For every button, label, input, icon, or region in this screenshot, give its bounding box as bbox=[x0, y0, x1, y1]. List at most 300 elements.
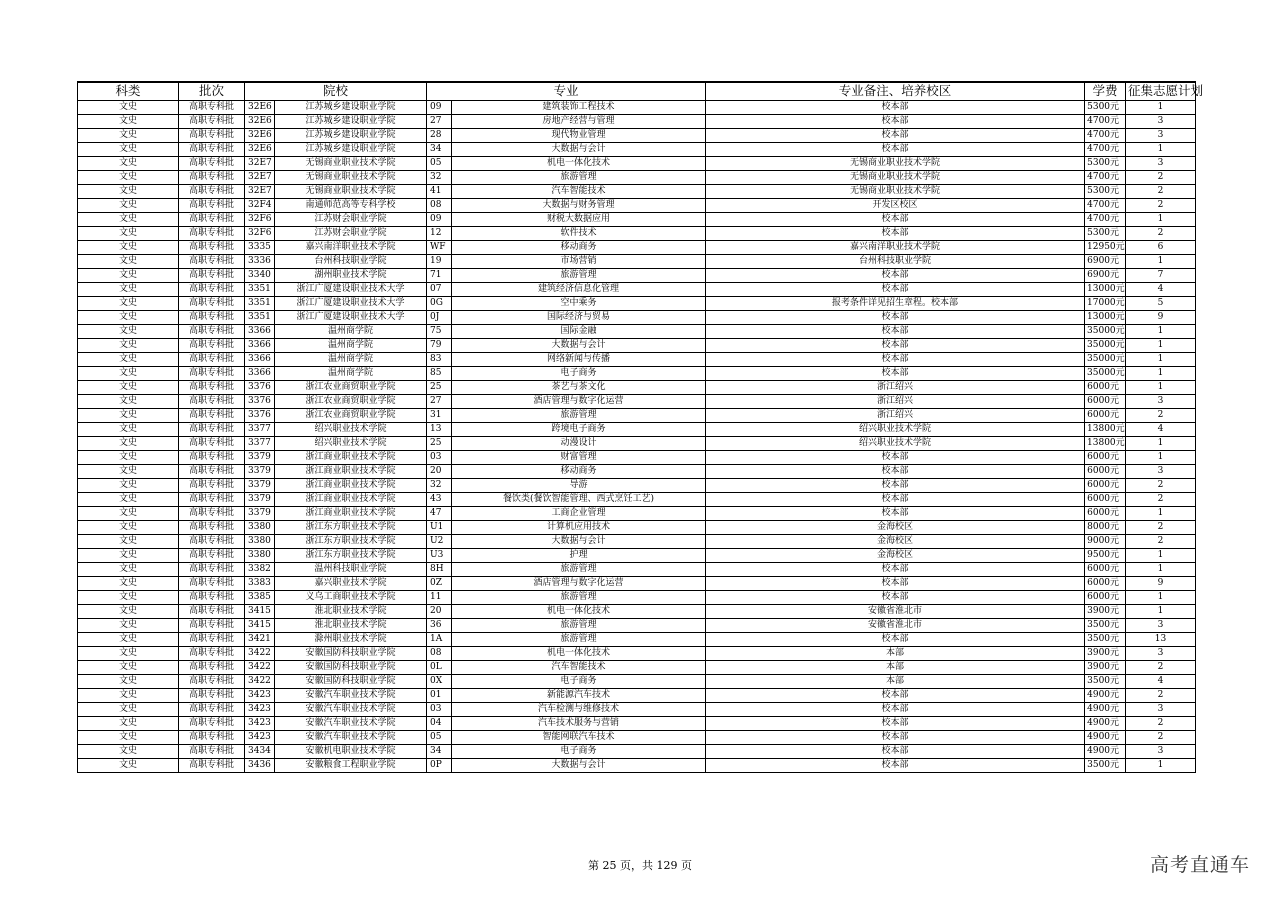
cell-school-name: 浙江广厦建设职业技术大学 bbox=[275, 310, 427, 324]
cell-tuition: 6900元 bbox=[1085, 268, 1126, 282]
cell-batch: 高职专科批 bbox=[179, 604, 245, 618]
cell-batch: 高职专科批 bbox=[179, 394, 245, 408]
cell-major-name: 机电一体化技术 bbox=[452, 604, 706, 618]
cell-school-code: 3380 bbox=[245, 534, 275, 548]
cell-school-code: 3366 bbox=[245, 352, 275, 366]
cell-plan: 9 bbox=[1126, 310, 1196, 324]
admission-table bbox=[77, 81, 1204, 773]
cell-tuition: 13000元 bbox=[1085, 282, 1126, 296]
cell-batch: 高职专科批 bbox=[179, 380, 245, 394]
cell-batch: 高职专科批 bbox=[179, 282, 245, 296]
cell-tuition: 35000元 bbox=[1085, 352, 1126, 366]
cell-major-code: 11 bbox=[427, 590, 452, 604]
cell-plan: 2 bbox=[1126, 730, 1196, 744]
cell-plan: 7 bbox=[1126, 268, 1196, 282]
cell-batch: 高职专科批 bbox=[179, 268, 245, 282]
cell-category: 文史 bbox=[78, 198, 179, 212]
cell-school-name: 绍兴职业技术学院 bbox=[275, 422, 427, 436]
cell-plan: 1 bbox=[1126, 352, 1196, 366]
cell-notes-campus: 本部 bbox=[706, 646, 1085, 660]
cell-school-name: 浙江东方职业技术学院 bbox=[275, 520, 427, 534]
cell-school-code: 3422 bbox=[245, 646, 275, 660]
cell-notes-campus: 校本部 bbox=[706, 352, 1085, 366]
cell-school-code: 3379 bbox=[245, 492, 275, 506]
cell-plan: 2 bbox=[1126, 716, 1196, 730]
cell-major-name: 护理 bbox=[452, 548, 706, 562]
cell-school-code: 3351 bbox=[245, 282, 275, 296]
cell-batch: 高职专科批 bbox=[179, 674, 245, 688]
cell-notes-campus: 校本部 bbox=[706, 100, 1085, 114]
cell-major-name: 建筑装饰工程技术 bbox=[452, 100, 706, 114]
cell-major-name: 旅游管理 bbox=[452, 590, 706, 604]
table-row bbox=[78, 240, 1196, 254]
cell-major-name: 大数据与会计 bbox=[452, 758, 706, 772]
cell-notes-campus: 校本部 bbox=[706, 282, 1085, 296]
cell-plan: 2 bbox=[1126, 688, 1196, 702]
cell-major-name: 电子商务 bbox=[452, 674, 706, 688]
table-row bbox=[78, 282, 1196, 296]
cell-major-name: 旅游管理 bbox=[452, 170, 706, 184]
cell-plan: 3 bbox=[1126, 646, 1196, 660]
table-row bbox=[78, 590, 1196, 604]
cell-category: 文史 bbox=[78, 380, 179, 394]
cell-plan: 1 bbox=[1126, 436, 1196, 450]
cell-plan: 6 bbox=[1126, 240, 1196, 254]
cell-batch: 高职专科批 bbox=[179, 478, 245, 492]
cell-plan: 2 bbox=[1126, 170, 1196, 184]
cell-major-name: 动漫设计 bbox=[452, 436, 706, 450]
table-row bbox=[78, 170, 1196, 184]
table-row bbox=[78, 464, 1196, 478]
cell-school-code: 32E6 bbox=[245, 142, 275, 156]
cell-major-name: 汽车智能技术 bbox=[452, 184, 706, 198]
cell-major-name: 大数据与会计 bbox=[452, 142, 706, 156]
cell-category: 文史 bbox=[78, 324, 179, 338]
cell-major-name: 新能源汽车技术 bbox=[452, 688, 706, 702]
cell-school-code: 32F6 bbox=[245, 212, 275, 226]
cell-notes-campus: 校本部 bbox=[706, 562, 1085, 576]
cell-tuition: 6000元 bbox=[1085, 576, 1126, 590]
cell-notes-campus: 台州科技职业学院 bbox=[706, 254, 1085, 268]
cell-plan: 1 bbox=[1126, 548, 1196, 562]
cell-category: 文史 bbox=[78, 478, 179, 492]
cell-tuition: 35000元 bbox=[1085, 366, 1126, 380]
cell-category: 文史 bbox=[78, 548, 179, 562]
cell-school-code: 3340 bbox=[245, 268, 275, 282]
cell-batch: 高职专科批 bbox=[179, 324, 245, 338]
cell-major-code: 13 bbox=[427, 422, 452, 436]
table-row bbox=[78, 310, 1196, 324]
table-row bbox=[78, 352, 1196, 366]
cell-plan: 2 bbox=[1126, 534, 1196, 548]
cell-school-code: 32E6 bbox=[245, 128, 275, 142]
cell-major-code: 25 bbox=[427, 436, 452, 450]
cell-major-code: 09 bbox=[427, 100, 452, 114]
cell-plan: 4 bbox=[1126, 422, 1196, 436]
cell-major-code: 12 bbox=[427, 226, 452, 240]
cell-plan: 2 bbox=[1126, 198, 1196, 212]
cell-plan: 2 bbox=[1126, 478, 1196, 492]
cell-major-name: 移动商务 bbox=[452, 240, 706, 254]
header-school: 院校 bbox=[245, 82, 427, 100]
cell-category: 文史 bbox=[78, 394, 179, 408]
cell-major-name: 网络新闻与传播 bbox=[452, 352, 706, 366]
cell-plan: 2 bbox=[1126, 660, 1196, 674]
cell-school-name: 安徽国防科技职业学院 bbox=[275, 674, 427, 688]
cell-batch: 高职专科批 bbox=[179, 338, 245, 352]
table-row bbox=[78, 156, 1196, 170]
cell-major-name: 电子商务 bbox=[452, 744, 706, 758]
cell-major-name: 茶艺与茶文化 bbox=[452, 380, 706, 394]
cell-tuition: 5300元 bbox=[1085, 184, 1126, 198]
cell-school-name: 安徽汽车职业技术学院 bbox=[275, 688, 427, 702]
cell-tuition: 35000元 bbox=[1085, 338, 1126, 352]
cell-major-code: 07 bbox=[427, 282, 452, 296]
cell-notes-campus: 绍兴职业技术学院 bbox=[706, 436, 1085, 450]
cell-school-name: 江苏城乡建设职业学院 bbox=[275, 128, 427, 142]
cell-major-name: 机电一体化技术 bbox=[452, 156, 706, 170]
cell-category: 文史 bbox=[78, 758, 179, 772]
table-row bbox=[78, 534, 1196, 548]
cell-batch: 高职专科批 bbox=[179, 576, 245, 590]
cell-notes-campus: 校本部 bbox=[706, 212, 1085, 226]
cell-notes-campus: 校本部 bbox=[706, 688, 1085, 702]
cell-category: 文史 bbox=[78, 296, 179, 310]
cell-tuition: 5300元 bbox=[1085, 156, 1126, 170]
cell-notes-campus: 校本部 bbox=[706, 758, 1085, 772]
cell-batch: 高职专科批 bbox=[179, 688, 245, 702]
cell-plan: 3 bbox=[1126, 744, 1196, 758]
cell-category: 文史 bbox=[78, 534, 179, 548]
cell-plan: 1 bbox=[1126, 506, 1196, 520]
cell-batch: 高职专科批 bbox=[179, 226, 245, 240]
cell-plan: 1 bbox=[1126, 604, 1196, 618]
cell-notes-campus: 校本部 bbox=[706, 590, 1085, 604]
table-row bbox=[78, 660, 1196, 674]
cell-batch: 高职专科批 bbox=[179, 100, 245, 114]
cell-school-name: 浙江商业职业技术学院 bbox=[275, 450, 427, 464]
cell-batch: 高职专科批 bbox=[179, 702, 245, 716]
cell-major-code: 0X bbox=[427, 674, 452, 688]
cell-tuition: 6000元 bbox=[1085, 394, 1126, 408]
cell-category: 文史 bbox=[78, 506, 179, 520]
table-row bbox=[78, 618, 1196, 632]
cell-school-code: 3380 bbox=[245, 548, 275, 562]
cell-batch: 高职专科批 bbox=[179, 310, 245, 324]
cell-tuition: 6000元 bbox=[1085, 562, 1126, 576]
cell-notes-campus: 校本部 bbox=[706, 142, 1085, 156]
cell-batch: 高职专科批 bbox=[179, 646, 245, 660]
cell-school-code: 32E7 bbox=[245, 184, 275, 198]
cell-school-code: 32E6 bbox=[245, 114, 275, 128]
cell-category: 文史 bbox=[78, 436, 179, 450]
cell-batch: 高职专科批 bbox=[179, 534, 245, 548]
cell-school-code: 3335 bbox=[245, 240, 275, 254]
cell-batch: 高职专科批 bbox=[179, 254, 245, 268]
cell-notes-campus: 金海校区 bbox=[706, 534, 1085, 548]
cell-tuition: 4700元 bbox=[1085, 114, 1126, 128]
cell-plan: 2 bbox=[1126, 226, 1196, 240]
cell-tuition: 9000元 bbox=[1085, 534, 1126, 548]
cell-plan: 4 bbox=[1126, 282, 1196, 296]
cell-school-code: 3423 bbox=[245, 702, 275, 716]
cell-category: 文史 bbox=[78, 212, 179, 226]
cell-category: 文史 bbox=[78, 254, 179, 268]
cell-major-name: 市场营销 bbox=[452, 254, 706, 268]
cell-notes-campus: 校本部 bbox=[706, 128, 1085, 142]
cell-tuition: 3500元 bbox=[1085, 618, 1126, 632]
cell-school-name: 淮北职业技术学院 bbox=[275, 604, 427, 618]
cell-major-name: 导游 bbox=[452, 478, 706, 492]
cell-category: 文史 bbox=[78, 646, 179, 660]
table-row bbox=[78, 450, 1196, 464]
cell-tuition: 4900元 bbox=[1085, 730, 1126, 744]
cell-notes-campus: 校本部 bbox=[706, 310, 1085, 324]
cell-batch: 高职专科批 bbox=[179, 464, 245, 478]
cell-batch: 高职专科批 bbox=[179, 436, 245, 450]
cell-major-code: 75 bbox=[427, 324, 452, 338]
cell-category: 文史 bbox=[78, 282, 179, 296]
cell-major-name: 旅游管理 bbox=[452, 618, 706, 632]
cell-major-code: 25 bbox=[427, 380, 452, 394]
cell-category: 文史 bbox=[78, 240, 179, 254]
cell-plan: 3 bbox=[1126, 618, 1196, 632]
table-row bbox=[78, 632, 1196, 646]
cell-tuition: 35000元 bbox=[1085, 324, 1126, 338]
cell-school-code: 3379 bbox=[245, 506, 275, 520]
cell-category: 文史 bbox=[78, 730, 179, 744]
cell-major-code: 05 bbox=[427, 730, 452, 744]
cell-school-name: 安徽国防科技职业学院 bbox=[275, 660, 427, 674]
cell-notes-campus: 浙江绍兴 bbox=[706, 380, 1085, 394]
cell-school-code: 32E7 bbox=[245, 156, 275, 170]
table-row bbox=[78, 576, 1196, 590]
cell-plan: 2 bbox=[1126, 492, 1196, 506]
table-row bbox=[78, 184, 1196, 198]
table-row bbox=[78, 744, 1196, 758]
cell-major-code: 0G bbox=[427, 296, 452, 310]
cell-major-name: 酒店管理与数字化运营 bbox=[452, 576, 706, 590]
header-notes-campus: 专业备注、培养校区 bbox=[706, 82, 1085, 100]
cell-school-name: 浙江农业商贸职业学院 bbox=[275, 380, 427, 394]
cell-major-name: 移动商务 bbox=[452, 464, 706, 478]
cell-major-code: 03 bbox=[427, 702, 452, 716]
cell-notes-campus: 校本部 bbox=[706, 730, 1085, 744]
cell-category: 文史 bbox=[78, 114, 179, 128]
table-row bbox=[78, 604, 1196, 618]
cell-school-code: 3376 bbox=[245, 408, 275, 422]
cell-school-name: 安徽汽车职业技术学院 bbox=[275, 702, 427, 716]
cell-batch: 高职专科批 bbox=[179, 296, 245, 310]
cell-batch: 高职专科批 bbox=[179, 422, 245, 436]
cell-tuition: 13800元 bbox=[1085, 436, 1126, 450]
cell-major-name: 汽车技术服务与营销 bbox=[452, 716, 706, 730]
cell-school-code: 3366 bbox=[245, 366, 275, 380]
cell-notes-campus: 校本部 bbox=[706, 716, 1085, 730]
table-row bbox=[78, 380, 1196, 394]
cell-tuition: 4700元 bbox=[1085, 212, 1126, 226]
cell-category: 文史 bbox=[78, 744, 179, 758]
cell-major-name: 财税大数据应用 bbox=[452, 212, 706, 226]
cell-batch: 高职专科批 bbox=[179, 520, 245, 534]
cell-tuition: 13800元 bbox=[1085, 422, 1126, 436]
table-row bbox=[78, 394, 1196, 408]
cell-school-code: 3366 bbox=[245, 338, 275, 352]
cell-tuition: 6000元 bbox=[1085, 478, 1126, 492]
cell-school-name: 安徽汽车职业技术学院 bbox=[275, 716, 427, 730]
table-row bbox=[78, 548, 1196, 562]
cell-batch: 高职专科批 bbox=[179, 450, 245, 464]
cell-school-name: 浙江商业职业技术学院 bbox=[275, 478, 427, 492]
cell-school-code: 3379 bbox=[245, 478, 275, 492]
cell-tuition: 6000元 bbox=[1085, 590, 1126, 604]
cell-school-code: 3351 bbox=[245, 310, 275, 324]
table-row bbox=[78, 562, 1196, 576]
cell-major-code: 1A bbox=[427, 632, 452, 646]
cell-school-code: 3436 bbox=[245, 758, 275, 772]
cell-plan: 3 bbox=[1126, 114, 1196, 128]
cell-major-code: 0L bbox=[427, 660, 452, 674]
table-row bbox=[78, 646, 1196, 660]
cell-notes-campus: 校本部 bbox=[706, 492, 1085, 506]
cell-major-name: 酒店管理与数字化运营 bbox=[452, 394, 706, 408]
cell-tuition: 4700元 bbox=[1085, 198, 1126, 212]
cell-school-name: 温州科技职业学院 bbox=[275, 562, 427, 576]
cell-major-code: 32 bbox=[427, 478, 452, 492]
cell-notes-campus: 无锡商业职业技术学院 bbox=[706, 170, 1085, 184]
cell-major-code: 8H bbox=[427, 562, 452, 576]
cell-major-name: 建筑经济信息化管理 bbox=[452, 282, 706, 296]
cell-tuition: 5300元 bbox=[1085, 100, 1126, 114]
cell-batch: 高职专科批 bbox=[179, 744, 245, 758]
cell-school-code: 3422 bbox=[245, 674, 275, 688]
cell-tuition: 6900元 bbox=[1085, 254, 1126, 268]
table-row bbox=[78, 198, 1196, 212]
cell-batch: 高职专科批 bbox=[179, 128, 245, 142]
table-row bbox=[78, 226, 1196, 240]
cell-notes-campus: 浙江绍兴 bbox=[706, 408, 1085, 422]
cell-major-name: 汽车智能技术 bbox=[452, 660, 706, 674]
cell-school-name: 浙江东方职业技术学院 bbox=[275, 534, 427, 548]
cell-notes-campus: 校本部 bbox=[706, 324, 1085, 338]
cell-notes-campus: 校本部 bbox=[706, 744, 1085, 758]
cell-school-name: 江苏城乡建设职业学院 bbox=[275, 142, 427, 156]
cell-notes-campus: 校本部 bbox=[706, 632, 1085, 646]
cell-major-name: 旅游管理 bbox=[452, 632, 706, 646]
cell-major-code: U3 bbox=[427, 548, 452, 562]
cell-school-name: 湖州职业技术学院 bbox=[275, 268, 427, 282]
cell-major-code: 03 bbox=[427, 450, 452, 464]
cell-school-code: 32F6 bbox=[245, 226, 275, 240]
cell-notes-campus: 绍兴职业技术学院 bbox=[706, 422, 1085, 436]
cell-major-code: 20 bbox=[427, 464, 452, 478]
cell-plan: 5 bbox=[1126, 296, 1196, 310]
header-batch: 批次 bbox=[179, 82, 245, 100]
cell-batch: 高职专科批 bbox=[179, 758, 245, 772]
cell-batch: 高职专科批 bbox=[179, 632, 245, 646]
cell-major-name: 智能网联汽车技术 bbox=[452, 730, 706, 744]
cell-notes-campus: 浙江绍兴 bbox=[706, 394, 1085, 408]
cell-school-name: 温州商学院 bbox=[275, 352, 427, 366]
cell-category: 文史 bbox=[78, 674, 179, 688]
cell-major-name: 汽车检测与维修技术 bbox=[452, 702, 706, 716]
cell-plan: 1 bbox=[1126, 758, 1196, 772]
cell-major-code: 19 bbox=[427, 254, 452, 268]
cell-tuition: 4700元 bbox=[1085, 128, 1126, 142]
cell-major-name: 现代物业管理 bbox=[452, 128, 706, 142]
cell-school-code: 3376 bbox=[245, 394, 275, 408]
cell-school-name: 无锡商业职业技术学院 bbox=[275, 184, 427, 198]
cell-plan: 1 bbox=[1126, 590, 1196, 604]
cell-major-name: 国际金融 bbox=[452, 324, 706, 338]
cell-school-code: 3415 bbox=[245, 618, 275, 632]
cell-major-code: 20 bbox=[427, 604, 452, 618]
cell-notes-campus: 校本部 bbox=[706, 450, 1085, 464]
table-row bbox=[78, 716, 1196, 730]
cell-major-name: 大数据与财务管理 bbox=[452, 198, 706, 212]
cell-school-code: 3376 bbox=[245, 380, 275, 394]
table-row bbox=[78, 436, 1196, 450]
cell-major-name: 国际经济与贸易 bbox=[452, 310, 706, 324]
cell-school-name: 绍兴职业技术学院 bbox=[275, 436, 427, 450]
cell-school-name: 滁州职业技术学院 bbox=[275, 632, 427, 646]
cell-notes-campus: 安徽省淮北市 bbox=[706, 618, 1085, 632]
cell-major-name: 旅游管理 bbox=[452, 408, 706, 422]
header-category: 科类 bbox=[78, 82, 179, 100]
table-row bbox=[78, 506, 1196, 520]
cell-major-name: 软件技术 bbox=[452, 226, 706, 240]
cell-school-name: 无锡商业职业技术学院 bbox=[275, 156, 427, 170]
cell-major-name: 电子商务 bbox=[452, 366, 706, 380]
cell-major-code: 28 bbox=[427, 128, 452, 142]
cell-batch: 高职专科批 bbox=[179, 548, 245, 562]
cell-school-name: 南通师范高等专科学校 bbox=[275, 198, 427, 212]
cell-plan: 2 bbox=[1126, 520, 1196, 534]
cell-school-name: 江苏城乡建设职业学院 bbox=[275, 114, 427, 128]
cell-school-code: 3379 bbox=[245, 464, 275, 478]
cell-notes-campus: 金海校区 bbox=[706, 520, 1085, 534]
cell-major-code: 43 bbox=[427, 492, 452, 506]
cell-plan: 1 bbox=[1126, 450, 1196, 464]
table-header-row bbox=[78, 82, 1196, 100]
cell-notes-campus: 无锡商业职业技术学院 bbox=[706, 156, 1085, 170]
cell-batch: 高职专科批 bbox=[179, 492, 245, 506]
cell-batch: 高职专科批 bbox=[179, 408, 245, 422]
cell-plan: 1 bbox=[1126, 380, 1196, 394]
cell-school-code: 3377 bbox=[245, 422, 275, 436]
cell-batch: 高职专科批 bbox=[179, 506, 245, 520]
cell-batch: 高职专科批 bbox=[179, 114, 245, 128]
cell-category: 文史 bbox=[78, 338, 179, 352]
cell-plan: 1 bbox=[1126, 254, 1196, 268]
cell-tuition: 6000元 bbox=[1085, 380, 1126, 394]
cell-major-code: 27 bbox=[427, 114, 452, 128]
cell-school-code: 3377 bbox=[245, 436, 275, 450]
table-body bbox=[78, 100, 1196, 772]
cell-plan: 3 bbox=[1126, 702, 1196, 716]
cell-major-name: 餐饮类(餐饮智能管理、西式烹饪工艺) bbox=[452, 492, 706, 506]
cell-category: 文史 bbox=[78, 142, 179, 156]
cell-category: 文史 bbox=[78, 632, 179, 646]
cell-tuition: 6000元 bbox=[1085, 464, 1126, 478]
cell-notes-campus: 校本部 bbox=[706, 366, 1085, 380]
table-row bbox=[78, 492, 1196, 506]
cell-plan: 3 bbox=[1126, 156, 1196, 170]
cell-batch: 高职专科批 bbox=[179, 366, 245, 380]
cell-notes-campus: 校本部 bbox=[706, 114, 1085, 128]
cell-category: 文史 bbox=[78, 618, 179, 632]
cell-school-name: 江苏城乡建设职业学院 bbox=[275, 100, 427, 114]
